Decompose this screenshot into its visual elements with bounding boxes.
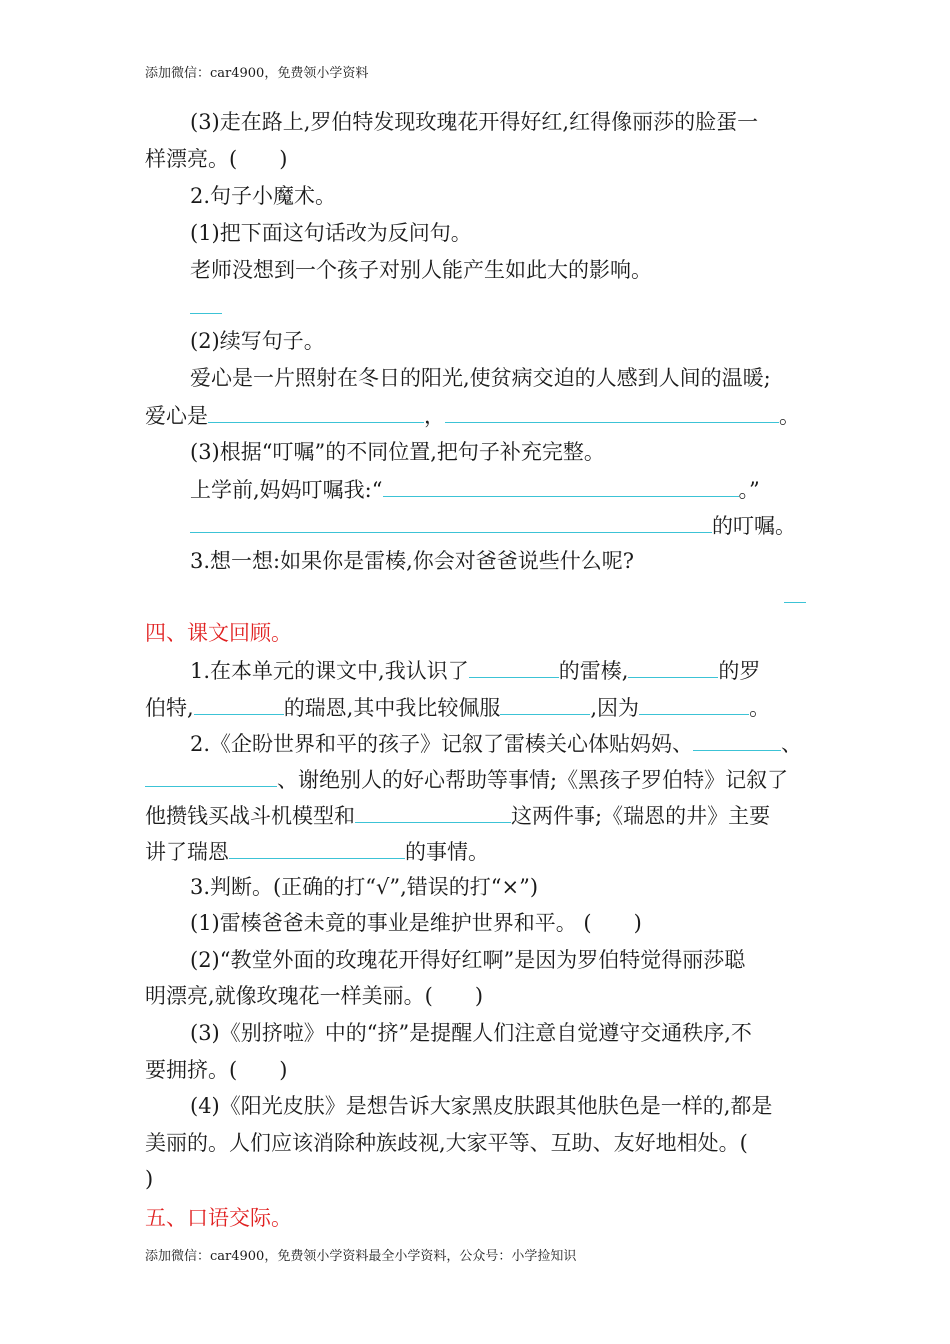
p4-q2-text-e: 这两件事;《瑞恩的井》主要 <box>511 804 771 828</box>
p4-q2-text-a: 2.《企盼世界和平的孩子》记叙了雷楱关心体贴妈妈、 <box>190 732 694 756</box>
answer-blank-p4-q1b[interactable] <box>628 657 718 678</box>
answer-blank-p4-q2b[interactable] <box>145 766 277 787</box>
q3-prompt: 3.想一想:如果你是雷楱,你会对爸爸说些什么呢? <box>190 549 635 573</box>
answer-blank-q2-2b[interactable] <box>445 402 779 423</box>
p4-q2-text-d: 他攒钱买战斗机模型和 <box>145 804 355 828</box>
q2-3-suffix: 。” <box>738 478 760 502</box>
answer-blank-p4-q2a[interactable] <box>693 730 781 751</box>
q2-2-instruction: (2)续写句子。 <box>190 329 325 353</box>
judge-4-line3: ) <box>145 1167 154 1191</box>
p4-q2-text-c: 、谢绝别人的好心帮助等事情;《黑孩子罗伯特》记叙了 <box>277 768 789 792</box>
p4-q2-line4 <box>145 838 489 865</box>
judge-3-line2: 要拥挤。( ) <box>145 1058 288 1082</box>
p4-q2-text-b: 、 <box>781 732 803 756</box>
judge-2-line2: 明漂亮,就像玫瑰花一样美丽。( ) <box>145 984 484 1008</box>
p4-q1-text-b: 的雷楱, <box>558 659 629 683</box>
header-watermark: 添加微信：car4900，免费领小学资料 <box>145 66 369 81</box>
footer-watermark: 添加微信：car4900，免费领小学资料最全小学资料，公众号：小学捡知识 <box>145 1249 577 1264</box>
answer-blank-p4-q2d[interactable] <box>229 838 405 859</box>
judge-2-line1: (2)“教堂外面的玫瑰花开得好红啊”是因为罗伯特觉得丽莎聪 <box>190 948 746 972</box>
judge-4-line1: (4)《阳光皮肤》是想告诉大家黑皮肤跟其他肤色是一样的,都是 <box>190 1094 773 1118</box>
judge-3-line1: (3)《别挤啦》中的“挤”是提醒人们注意自觉遵守交通秩序,不 <box>190 1021 752 1045</box>
q2-1-instruction: (1)把下面这句话改为反问句。 <box>190 221 472 245</box>
answer-blank-p4-q1a[interactable] <box>469 657 559 678</box>
answer-blank-q2-3a[interactable] <box>383 476 739 497</box>
q2-2-prefix: 爱心是 <box>145 404 208 428</box>
q2-1-sentence: 老师没想到一个孩子对别人能产生如此大的影响。 <box>190 258 652 282</box>
answer-blank-p4-q1c[interactable] <box>194 694 284 715</box>
answer-blank-p4-q1d[interactable] <box>500 694 590 715</box>
q2-3-line2 <box>190 512 796 539</box>
section-4-title: 四、课文回顾。 <box>145 621 292 645</box>
p4-q1-line1 <box>190 657 760 684</box>
p4-q1-text-a: 1.在本单元的课文中,我认识了 <box>190 659 469 683</box>
q2-2-line2 <box>145 402 800 429</box>
period: 。 <box>779 404 800 428</box>
section-5-title: 五、口语交际。 <box>145 1206 292 1230</box>
p4-q2-line3 <box>145 802 770 829</box>
q2-3-line1 <box>190 476 760 503</box>
q2-3-instruction: (3)根据“叮嘱”的不同位置,把句子补充完整。 <box>190 440 605 464</box>
answer-blank-p4-q1e[interactable] <box>639 694 749 715</box>
answer-line-q2-1[interactable] <box>190 313 222 314</box>
p4-q1-text-d: 伯特, <box>145 696 194 720</box>
p4-q3-title: 3.判断。(正确的打“√”,错误的打“×”) <box>190 875 539 899</box>
p4-q1-line2 <box>145 694 770 721</box>
q2-title: 2.句子小魔术。 <box>190 184 337 208</box>
q1-3-line1: (3)走在路上,罗伯特发现玫瑰花开得好红,红得像丽莎的脸蛋一 <box>190 110 759 134</box>
p4-q2-line1 <box>190 730 802 757</box>
p4-q2-text-g: 的事情。 <box>405 840 489 864</box>
q2-2-line1: 爱心是一片照射在冬日的阳光,使贫病交迫的人感到人间的温暖; <box>190 366 771 390</box>
q2-3-end: 的叮嘱。 <box>712 514 796 538</box>
judge-1: (1)雷楱爸爸未竟的事业是维护世界和平。 ( ) <box>190 911 642 935</box>
answer-line-q3[interactable] <box>784 602 806 603</box>
p4-q1-text-e: 的瑞恩,其中我比较佩服 <box>283 696 501 720</box>
answer-blank-q2-2a[interactable] <box>208 402 424 423</box>
answer-blank-p4-q2c[interactable] <box>355 802 511 823</box>
q1-3-line2: 样漂亮。( ) <box>145 147 288 171</box>
p4-q2-text-f: 讲了瑞恩 <box>145 840 229 864</box>
p4-q1-text-g: 。 <box>749 696 771 720</box>
p4-q1-text-c: 的罗 <box>718 659 761 683</box>
p4-q1-text-f: ,因为 <box>590 696 640 720</box>
p4-q2-line2 <box>145 766 788 793</box>
judge-4-line2: 美丽的。人们应该消除种族歧视,大家平等、互助、友好地相处。( <box>145 1131 748 1155</box>
comma: ， <box>424 404 445 428</box>
q2-3-prefix: 上学前,妈妈叮嘱我:“ <box>190 478 383 502</box>
answer-blank-q2-3b[interactable] <box>190 512 712 533</box>
